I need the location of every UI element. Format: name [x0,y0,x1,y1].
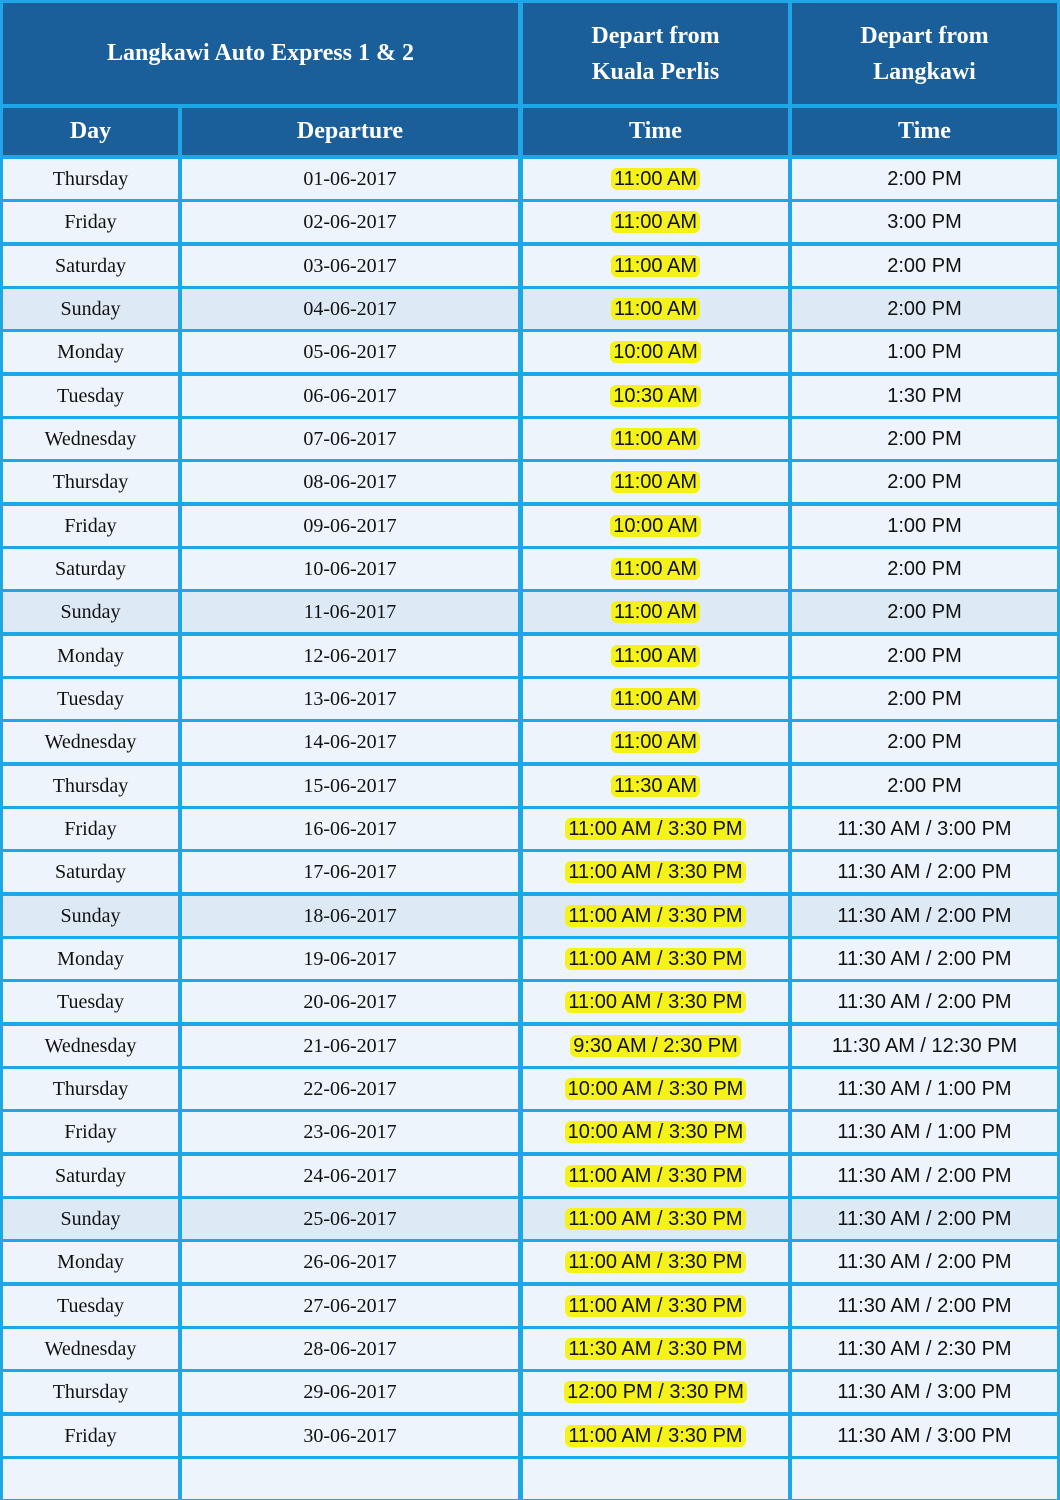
langkawi-time-cell [792,1286,1057,1326]
langkawi-time-cell [792,1026,1057,1066]
date-cell-text: 09-06-2017 [303,514,397,537]
langkawi-time-cell-text: 11:30 AM / 12:30 PM [831,1034,1018,1057]
date-cell-text: 24-06-2017 [303,1164,397,1187]
day-cell-text: Saturday [54,1164,127,1187]
langkawi-time-cell-text: 11:30 AM / 2:00 PM [837,904,1012,927]
date-cell-text: 29-06-2017 [303,1380,397,1403]
day-cell [3,1372,178,1412]
langkawi-time-cell [792,376,1057,416]
kuala-perlis-time-cell-text: 11:00 AM / 3:30 PM [565,1251,745,1273]
date-cell [182,332,518,372]
langkawi-time-cell [792,852,1057,892]
langkawi-time-cell [792,766,1057,806]
langkawi-time-cell-text: 2:00 PM [887,687,962,710]
date-cell-text: 03-06-2017 [303,254,397,277]
langkawi-time-cell-text: 2:00 PM [887,254,962,277]
day-cell-text: Sunday [60,297,121,320]
header-depart-kuala-perlis [523,3,788,104]
date-cell-text: 19-06-2017 [303,947,397,970]
day-cell-text: Saturday [54,557,127,580]
date-cell [182,159,518,199]
langkawi-time-cell [792,419,1057,459]
day-cell-text: Wednesday [44,1034,137,1057]
day-cell [3,289,178,329]
kuala-perlis-time-cell-text: 11:00 AM / 3:30 PM [565,948,745,970]
langkawi-time-cell-text: 11:30 AM / 1:00 PM [837,1120,1012,1143]
langkawi-time-cell [792,549,1057,589]
langkawi-time-cell [792,1069,1057,1109]
date-cell [182,1329,518,1369]
kuala-perlis-time-cell [523,982,788,1022]
kuala-perlis-time-cell [523,766,788,806]
langkawi-time-cell-text: 2:00 PM [887,644,962,667]
header-lk-line1: Depart from [860,22,989,49]
day-cell [3,549,178,589]
date-cell [182,852,518,892]
header-time-kuala-perlis [523,108,788,155]
kuala-perlis-time-cell [523,679,788,719]
date-cell [182,506,518,546]
day-cell-text: Monday [57,644,124,667]
day-cell-text: Thursday [52,774,129,797]
langkawi-time-cell [792,202,1057,242]
day-cell [3,246,178,286]
kuala-perlis-time-cell [523,1156,788,1196]
day-cell [3,1156,178,1196]
date-cell [182,1416,518,1456]
kuala-perlis-time-cell-text: 11:00 AM [611,731,700,753]
kuala-perlis-time-cell [523,1286,788,1326]
langkawi-time-cell [792,1156,1057,1196]
kuala-perlis-time-cell-text: 10:00 AM [610,515,701,537]
langkawi-time-cell-text: 11:30 AM / 3:00 PM [837,1424,1012,1447]
langkawi-time-cell-text: 11:30 AM / 2:00 PM [837,1294,1012,1317]
langkawi-time-cell [792,1459,1057,1499]
day-cell-text: Sunday [60,1207,121,1230]
kuala-perlis-time-cell [523,376,788,416]
header-departure [182,108,518,155]
day-cell-text: Friday [64,1424,117,1447]
kuala-perlis-time-cell [523,159,788,199]
kuala-perlis-time-cell-text: 11:30 AM / 3:30 PM [565,1338,745,1360]
day-cell [3,419,178,459]
date-cell [182,636,518,676]
langkawi-time-cell-text: 1:30 PM [887,384,962,407]
kuala-perlis-time-cell [523,1199,788,1239]
day-cell [3,202,178,242]
date-cell [182,246,518,286]
langkawi-time-cell-text: 11:30 AM / 2:00 PM [837,1250,1012,1273]
day-cell-text: Wednesday [44,730,137,753]
kuala-perlis-time-cell [523,289,788,329]
kuala-perlis-time-cell [523,246,788,286]
day-cell [3,982,178,1022]
date-cell [182,289,518,329]
kuala-perlis-time-cell [523,1242,788,1282]
day-cell [3,1286,178,1326]
date-cell [182,1069,518,1109]
langkawi-time-cell [792,1329,1057,1369]
day-cell [3,939,178,979]
kuala-perlis-time-cell-text: 11:00 AM [611,471,700,493]
kuala-perlis-time-cell [523,809,788,849]
date-cell [182,419,518,459]
date-cell [182,1242,518,1282]
date-cell [182,1199,518,1239]
day-cell-text: Thursday [52,1380,129,1403]
kuala-perlis-time-cell-text: 11:00 AM / 3:30 PM [565,1425,745,1447]
day-cell-text: Wednesday [44,1337,137,1360]
day-cell-text: Saturday [54,254,127,277]
date-cell-text: 18-06-2017 [303,904,397,927]
langkawi-time-cell-text: 2:00 PM [887,730,962,753]
langkawi-time-cell-text: 2:00 PM [887,297,962,320]
date-cell-text: 17-06-2017 [303,860,397,883]
date-cell-text: 13-06-2017 [303,687,397,710]
kuala-perlis-time-cell [523,549,788,589]
day-cell [3,636,178,676]
date-cell [182,722,518,762]
header-departure-label: Departure [296,118,404,144]
date-cell [182,1112,518,1152]
langkawi-time-cell [792,1416,1057,1456]
langkawi-time-cell [792,982,1057,1022]
kuala-perlis-time-cell [523,462,788,502]
langkawi-time-cell [792,679,1057,719]
kuala-perlis-time-cell-text: 11:00 AM / 3:30 PM [565,1295,745,1317]
day-cell-text: Tuesday [56,687,125,710]
langkawi-time-cell-text: 2:00 PM [887,167,962,190]
date-cell-text: 20-06-2017 [303,990,397,1013]
day-cell [3,332,178,372]
date-cell-text: 06-06-2017 [303,384,397,407]
day-cell [3,679,178,719]
date-cell [182,592,518,632]
langkawi-time-cell [792,809,1057,849]
langkawi-time-cell-text: 11:30 AM / 2:00 PM [837,860,1012,883]
day-cell [3,376,178,416]
day-cell-text: Thursday [52,167,129,190]
langkawi-time-cell-text: 1:00 PM [887,514,962,537]
date-cell-text: 12-06-2017 [303,644,397,667]
langkawi-time-cell-text: 2:00 PM [887,470,962,493]
header-time-langkawi [792,108,1057,155]
kuala-perlis-time-cell-text: 11:00 AM [611,428,700,450]
header-kp-line2: Kuala Perlis [591,58,720,85]
kuala-perlis-time-cell-text: 11:00 AM / 3:30 PM [565,991,745,1013]
kuala-perlis-time-cell-text: 11:00 AM [611,298,700,320]
kuala-perlis-time-cell [523,506,788,546]
langkawi-time-cell-text: 2:00 PM [887,600,962,623]
header-depart-langkawi [792,3,1057,104]
date-cell-text: 27-06-2017 [303,1294,397,1317]
langkawi-time-cell [792,939,1057,979]
kuala-perlis-time-cell-text: 11:00 AM / 3:30 PM [565,1165,745,1187]
kuala-perlis-time-cell-text: 11:00 AM / 3:30 PM [565,861,745,883]
day-cell-text: Friday [64,514,117,537]
day-cell [3,1026,178,1066]
langkawi-time-cell-text: 11:30 AM / 2:00 PM [837,1207,1012,1230]
date-cell [182,1372,518,1412]
day-cell [3,159,178,199]
kuala-perlis-time-cell [523,1112,788,1152]
langkawi-time-cell [792,592,1057,632]
kuala-perlis-time-cell [523,939,788,979]
kuala-perlis-time-cell-text: 11:00 AM [611,688,700,710]
kuala-perlis-time-cell-text: 11:00 AM / 3:30 PM [565,1208,745,1230]
day-cell-text: Sunday [60,600,121,623]
date-cell [182,376,518,416]
kuala-perlis-time-cell [523,1459,788,1499]
langkawi-time-cell-text: 11:30 AM / 3:00 PM [837,817,1012,840]
day-cell [3,1459,178,1499]
langkawi-time-cell-text: 2:00 PM [887,427,962,450]
date-cell [182,982,518,1022]
date-cell-text: 02-06-2017 [303,210,397,233]
kuala-perlis-time-cell [523,1069,788,1109]
kuala-perlis-time-cell-text: 11:30 AM [611,775,700,797]
date-cell [182,549,518,589]
kuala-perlis-time-cell-text: 10:00 AM [610,341,701,363]
kuala-perlis-time-cell-text: 10:00 AM / 3:30 PM [565,1121,747,1143]
langkawi-time-cell [792,332,1057,372]
day-cell [3,809,178,849]
date-cell [182,1026,518,1066]
day-cell [3,506,178,546]
date-cell-text: 25-06-2017 [303,1207,397,1230]
langkawi-time-cell-text: 11:30 AM / 2:00 PM [837,1164,1012,1187]
kuala-perlis-time-cell [523,1372,788,1412]
date-cell [182,462,518,502]
kuala-perlis-time-cell [523,1026,788,1066]
day-cell [3,1199,178,1239]
date-cell-text: 16-06-2017 [303,817,397,840]
date-cell-text: 08-06-2017 [303,470,397,493]
kuala-perlis-time-cell [523,636,788,676]
header-day [3,108,178,155]
langkawi-time-cell-text: 11:30 AM / 2:00 PM [837,990,1012,1013]
kuala-perlis-time-cell-text: 11:00 AM [611,601,700,623]
date-cell [182,1156,518,1196]
header-time-kp-label: Time [629,118,682,144]
kuala-perlis-time-cell-text: 11:00 AM [611,168,700,190]
day-cell [3,1069,178,1109]
date-cell-text: 05-06-2017 [303,340,397,363]
day-cell-text: Friday [64,1120,117,1143]
date-cell [182,766,518,806]
day-cell-text: Saturday [54,860,127,883]
day-cell [3,896,178,936]
kuala-perlis-time-cell-text: 11:00 AM [611,645,700,667]
kuala-perlis-time-cell [523,592,788,632]
langkawi-time-cell-text: 11:30 AM / 3:00 PM [837,1380,1012,1403]
day-cell-text: Thursday [52,470,129,493]
day-cell [3,462,178,502]
day-cell-text: Monday [57,947,124,970]
langkawi-time-cell-text: 2:00 PM [887,774,962,797]
langkawi-time-cell-text: 2:00 PM [887,557,962,580]
kuala-perlis-time-cell [523,896,788,936]
day-cell-text: Friday [64,210,117,233]
langkawi-time-cell-text: 1:00 PM [887,340,962,363]
day-cell-text: Tuesday [56,990,125,1013]
kuala-perlis-time-cell [523,332,788,372]
header-kp-line1: Depart from [591,22,720,49]
date-cell-text: 10-06-2017 [303,557,397,580]
date-cell-text: 04-06-2017 [303,297,397,320]
kuala-perlis-time-cell [523,1416,788,1456]
langkawi-time-cell [792,1199,1057,1239]
day-cell-text: Friday [64,817,117,840]
header-day-label: Day [69,118,112,144]
langkawi-time-cell-text: 11:30 AM / 2:30 PM [837,1337,1012,1360]
kuala-perlis-time-cell-text: 12:00 PM / 3:30 PM [564,1381,747,1403]
day-cell [3,852,178,892]
header-time-lk-label: Time [898,118,951,144]
day-cell-text: Sunday [60,904,121,927]
date-cell-text: 14-06-2017 [303,730,397,753]
kuala-perlis-time-cell-text: 11:00 AM [611,255,700,277]
date-cell-text: 30-06-2017 [303,1424,397,1447]
header-lk-line2: Langkawi [873,58,976,85]
kuala-perlis-time-cell-text: 11:00 AM / 3:30 PM [565,905,745,927]
kuala-perlis-time-cell [523,722,788,762]
kuala-perlis-time-cell-text: 11:00 AM [611,211,700,233]
table-title [3,3,518,104]
kuala-perlis-time-cell [523,202,788,242]
date-cell [182,202,518,242]
date-cell-text: 11-06-2017 [303,600,397,623]
date-cell-text: 23-06-2017 [303,1120,397,1143]
day-cell-text: Monday [57,340,124,363]
day-cell [3,1416,178,1456]
day-cell [3,1242,178,1282]
kuala-perlis-time-cell-text: 9:30 AM / 2:30 PM [570,1035,741,1057]
day-cell-text: Thursday [52,1077,129,1100]
kuala-perlis-time-cell-text: 11:00 AM [611,558,700,580]
langkawi-time-cell-text: 11:30 AM / 1:00 PM [837,1077,1012,1100]
date-cell [182,679,518,719]
kuala-perlis-time-cell [523,852,788,892]
kuala-perlis-time-cell [523,419,788,459]
day-cell-text: Tuesday [56,1294,125,1317]
date-cell-text: 28-06-2017 [303,1337,397,1360]
langkawi-time-cell [792,636,1057,676]
date-cell-text: 15-06-2017 [303,774,397,797]
day-cell-text: Wednesday [44,427,137,450]
kuala-perlis-time-cell-text: 11:00 AM / 3:30 PM [565,818,745,840]
date-cell-text: 26-06-2017 [303,1250,397,1273]
date-cell [182,1286,518,1326]
langkawi-time-cell [792,1242,1057,1282]
langkawi-time-cell [792,289,1057,329]
date-cell [182,939,518,979]
langkawi-time-cell [792,722,1057,762]
date-cell [182,809,518,849]
date-cell-text: 21-06-2017 [303,1034,397,1057]
langkawi-time-cell [792,1112,1057,1152]
langkawi-time-cell [792,1372,1057,1412]
day-cell [3,592,178,632]
day-cell-text: Tuesday [56,384,125,407]
langkawi-time-cell [792,159,1057,199]
date-cell [182,896,518,936]
day-cell [3,722,178,762]
langkawi-time-cell-text: 11:30 AM / 2:00 PM [837,947,1012,970]
langkawi-time-cell [792,246,1057,286]
day-cell-text: Monday [57,1250,124,1273]
langkawi-time-cell-text: 3:00 PM [887,210,962,233]
kuala-perlis-time-cell-text: 10:00 AM / 3:30 PM [565,1078,747,1100]
langkawi-time-cell [792,506,1057,546]
title-text: Langkawi Auto Express 1 & 2 [107,40,414,66]
kuala-perlis-time-cell [523,1329,788,1369]
date-cell [182,1459,518,1499]
day-cell [3,1329,178,1369]
day-cell [3,1112,178,1152]
date-cell-text: 22-06-2017 [303,1077,397,1100]
date-cell-text: 01-06-2017 [303,167,397,190]
langkawi-time-cell [792,896,1057,936]
day-cell [3,766,178,806]
date-cell-text: 07-06-2017 [303,427,397,450]
langkawi-time-cell [792,462,1057,502]
kuala-perlis-time-cell-text: 10:30 AM [610,385,701,407]
